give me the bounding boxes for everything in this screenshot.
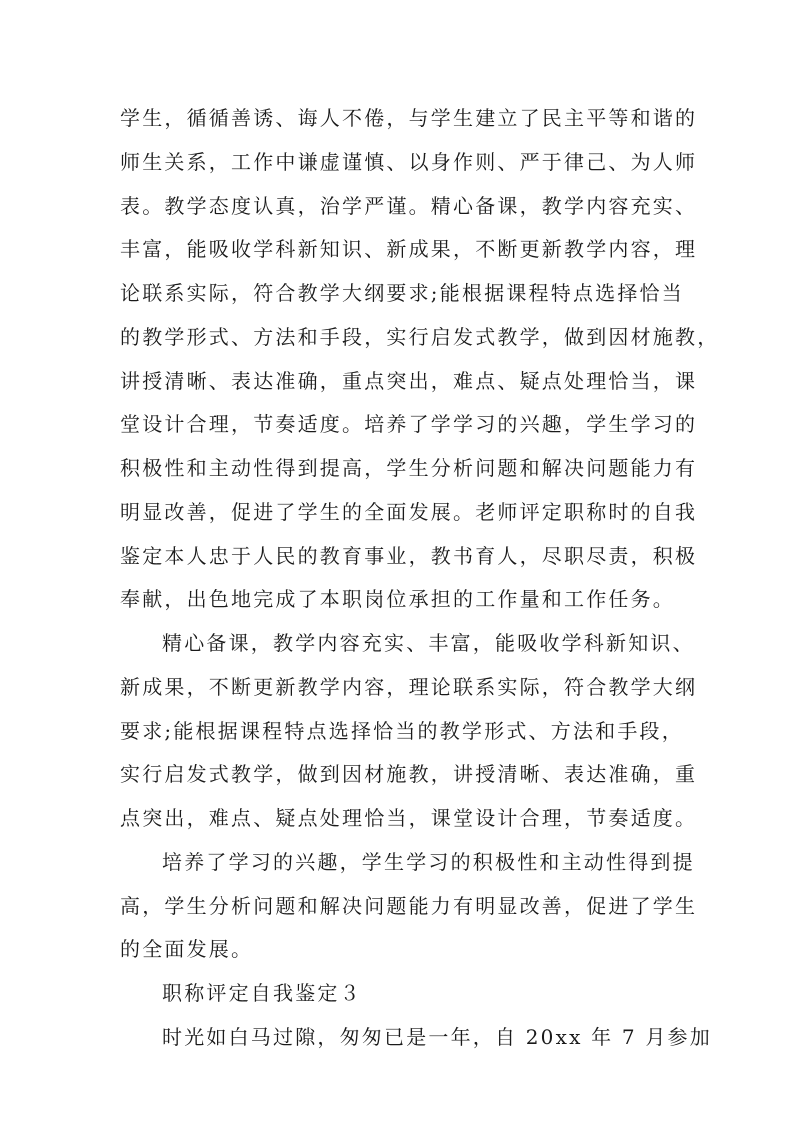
paragraph-1-line-7: 讲授清晰、表达准确，重点突出，难点、疑点处理恰当，课 <box>120 369 698 393</box>
paragraph-4-line-1: 时光如白马过隙，匆匆已是一年，自 20xx 年 7 月参加 <box>162 1025 712 1049</box>
paragraph-1-line-6: 的教学形式、方法和手段，实行启发式教学，做到因材施教， <box>120 325 720 349</box>
paragraph-2-line-3: 要求;能根据课程特点选择恰当的教学形式、方法和手段， <box>120 719 684 743</box>
paragraph-1-line-9: 积极性和主动性得到提高，学生分析问题和解决问题能力有 <box>120 456 698 480</box>
paragraph-1-line-1: 学生，循循善诱、诲人不倦，与学生建立了民主平等和谐的 <box>120 106 698 130</box>
paragraph-2-line-1: 精心备课，教学内容充实、丰富，能吸收学科新知识、 <box>162 631 695 655</box>
paragraph-1-line-4: 丰富，能吸收学科新知识、新成果，不断更新教学内容，理 <box>120 237 698 261</box>
paragraph-1-line-10: 明显改善，促进了学生的全面发展。老师评定职称时的自我 <box>120 500 698 524</box>
paragraph-1-line-3: 表。教学态度认真，治学严谨。精心备课，教学内容充实、 <box>120 194 698 218</box>
paragraph-2-line-2: 新成果，不断更新教学内容，理论联系实际，符合教学大纲 <box>120 675 698 699</box>
paragraph-2-line-4: 实行启发式教学，做到因材施教，讲授清晰、表达准确，重 <box>120 762 698 786</box>
section-heading: 职称评定自我鉴定３ <box>162 981 362 1005</box>
paragraph-1-line-5: 论联系实际，符合教学大纲要求;能根据课程特点选择恰当 <box>120 281 684 305</box>
paragraph-3-line-1: 培养了学习的兴趣，学生学习的积极性和主动性得到提 <box>162 850 695 874</box>
paragraph-1-line-11: 鉴定本人忠于人民的教育事业，教书育人，尽职尽责，积极 <box>120 544 698 568</box>
paragraph-1-line-12: 奉献，出色地完成了本职岗位承担的工作量和工作任务。 <box>120 587 675 611</box>
paragraph-2-line-5: 点突出，难点、疑点处理恰当，课堂设计合理，节奏适度。 <box>120 806 698 830</box>
paragraph-1-line-2: 师生关系，工作中谦虚谨慎、以身作则、严于律己、为人师 <box>120 150 698 174</box>
paragraph-3-line-2: 高，学生分析问题和解决问题能力有明显改善，促进了学生 <box>120 894 698 918</box>
paragraph-3-line-3: 的全面发展。 <box>120 937 254 961</box>
paragraph-1-line-8: 堂设计合理，节奏适度。培养了学学习的兴趣，学生学习的 <box>120 412 698 436</box>
